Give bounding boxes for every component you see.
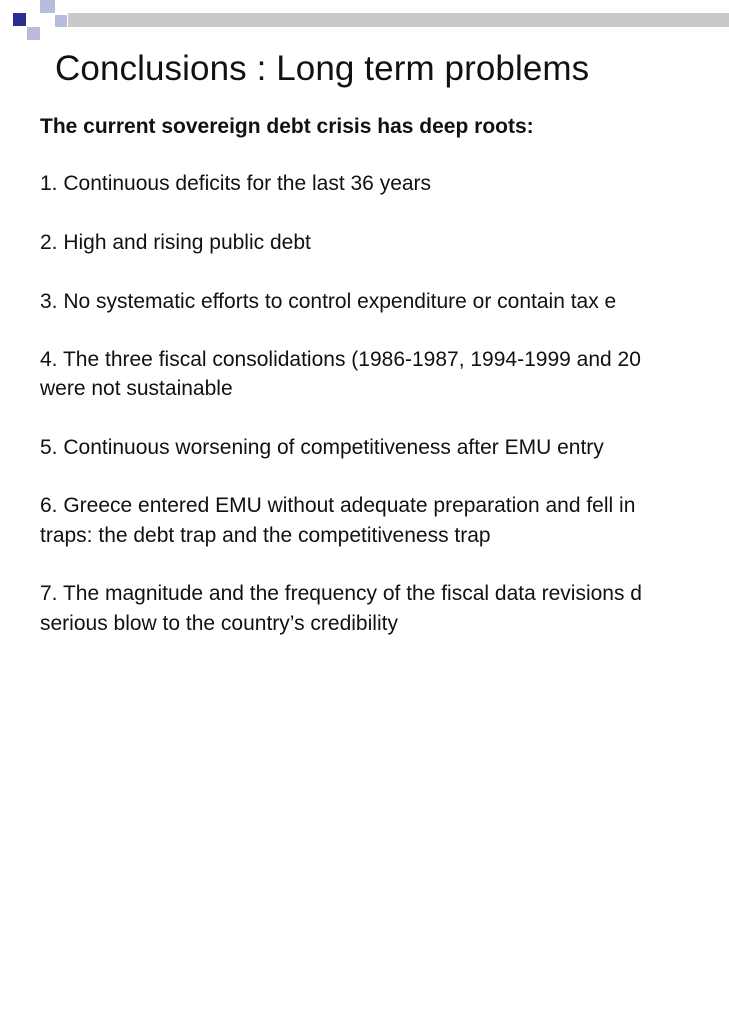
point-7-line-2: serious blow to the country’s credibility [40,612,398,635]
deco-square-light-top [40,0,55,13]
point-6-line-1: 6. Greece entered EMU without adequate preparation and fell in [40,494,636,517]
point-3: 3. No systematic efforts to control expenditure or contain tax e [40,290,617,313]
deco-square-light-bottom [27,27,40,40]
deco-square-light-right [55,15,67,27]
point-2: 2. High and rising public debt [40,231,311,254]
header-bar [68,13,729,27]
deco-square-dark [13,13,26,26]
point-1: 1. Continuous deficits for the last 36 years [40,172,432,195]
point-7-line-1: 7. The magnitude and the frequency of the fiscal data revisions d [40,582,642,605]
point-4-line-1: 4. The three fiscal consolidations (1986-1987, 1994-1999 and 20 [40,348,641,371]
slide-title: Conclusions : Long term problems [55,49,590,88]
point-5: 5. Continuous worsening of competitiveness after EMU entry [40,436,604,459]
point-4-line-2: were not sustainable [40,377,233,400]
slide-heading: The current sovereign debt crisis has deep roots: [40,115,534,138]
point-6-line-2: traps: the debt trap and the competitiveness trap [40,524,491,547]
